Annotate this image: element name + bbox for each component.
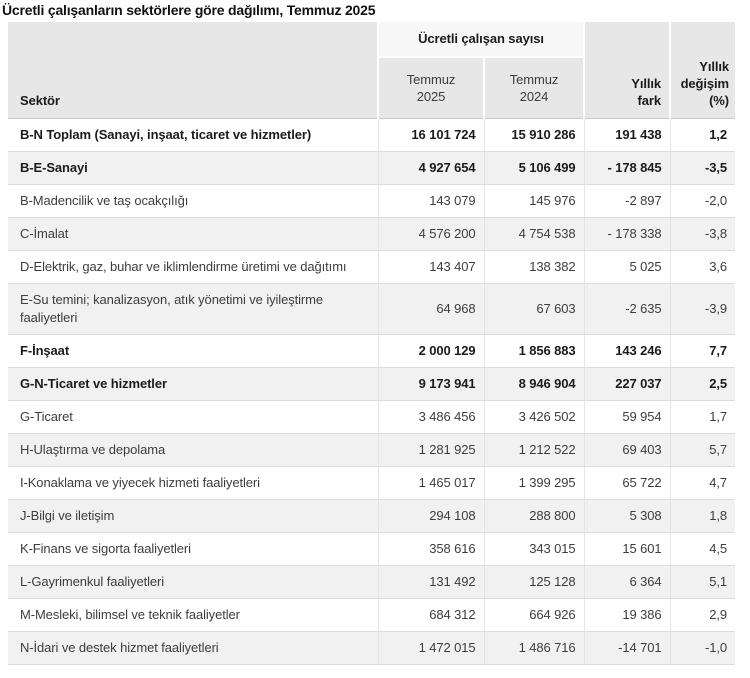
sector-name-cell: L-Gayrimenkul faaliyetleri: [8, 566, 378, 599]
value-temmuz-2025-cell: 4 927 654: [378, 152, 484, 185]
table-row: [8, 284, 735, 335]
value-yillik-degisim-cell: 1,2: [670, 119, 735, 152]
sector-name-cell: G-N-Ticaret ve hizmetler: [8, 368, 378, 401]
value-yillik-degisim-cell: -1,0: [670, 632, 735, 665]
value-temmuz-2025-cell: 1 465 017: [378, 467, 484, 500]
value-yillik-fark-cell: 15 601: [584, 533, 670, 566]
value-temmuz-2025-cell: 2 000 129: [378, 335, 484, 368]
value-yillik-degisim-cell: 3,6: [670, 251, 735, 284]
value-yillik-degisim-cell: 2,9: [670, 599, 735, 632]
value-yillik-fark-cell: 5 025: [584, 251, 670, 284]
value-temmuz-2024-cell: 15 910 286: [484, 119, 584, 152]
value-yillik-degisim-cell: -3,9: [670, 284, 735, 335]
value-yillik-degisim-cell: 1,8: [670, 500, 735, 533]
value-yillik-fark-cell: -2 897: [584, 185, 670, 218]
value-temmuz-2025-cell: 143 079: [378, 185, 484, 218]
sector-name-cell: B-E-Sanayi: [8, 152, 378, 185]
value-temmuz-2025-cell: 64 968: [378, 284, 484, 335]
value-temmuz-2025-cell: 16 101 724: [378, 119, 484, 152]
value-temmuz-2024-cell: 145 976: [484, 185, 584, 218]
value-temmuz-2025-cell: 294 108: [378, 500, 484, 533]
value-temmuz-2024-cell: 5 106 499: [484, 152, 584, 185]
value-temmuz-2024-cell: 67 603: [484, 284, 584, 335]
table-row: [8, 434, 735, 467]
value-temmuz-2025-cell: 358 616: [378, 533, 484, 566]
value-temmuz-2025-cell: 9 173 941: [378, 368, 484, 401]
value-temmuz-2024-cell: 8 946 904: [484, 368, 584, 401]
value-yillik-degisim-cell: 4,5: [670, 533, 735, 566]
table-header: [8, 22, 735, 119]
value-temmuz-2025-cell: 1 472 015: [378, 632, 484, 665]
sector-name-cell: J-Bilgi ve iletişim: [8, 500, 378, 533]
sector-name-cell: D-Elektrik, gaz, buhar ve iklimlendirme üretimi ve dağıtımı: [8, 251, 378, 284]
value-temmuz-2024-cell: 125 128: [484, 566, 584, 599]
value-temmuz-2024-cell: 343 015: [484, 533, 584, 566]
col-header-ucretli-calisan-sayisi: Ücretli çalışan sayısı: [378, 22, 584, 57]
table-row: [8, 599, 735, 632]
sector-name-cell: B-Madencilik ve taş ocakçılığı: [8, 185, 378, 218]
sector-name-cell: I-Konaklama ve yiyecek hizmeti faaliyetleri: [8, 467, 378, 500]
value-temmuz-2024-cell: 288 800: [484, 500, 584, 533]
col-header-sektor: Sektör: [8, 22, 378, 119]
sector-name-cell: F-İnşaat: [8, 335, 378, 368]
col-header-yillik-degisim: Yıllık değişim (%): [670, 22, 735, 119]
table-row: [8, 467, 735, 500]
value-yillik-fark-cell: 191 438: [584, 119, 670, 152]
value-yillik-degisim-cell: -3,8: [670, 218, 735, 251]
value-temmuz-2024-cell: 664 926: [484, 599, 584, 632]
value-temmuz-2025-cell: 684 312: [378, 599, 484, 632]
table-row: [8, 500, 735, 533]
sector-name-cell: E-Su temini; kanalizasyon, atık yönetimi ve iyileştirme faaliyetleri: [8, 284, 378, 335]
value-yillik-degisim-cell: 2,5: [670, 368, 735, 401]
page-title: Ücretli çalışanların sektörlere göre dağılımı, Temmuz 2025: [2, 2, 376, 18]
value-temmuz-2024-cell: 4 754 538: [484, 218, 584, 251]
value-yillik-fark-cell: -2 635: [584, 284, 670, 335]
sector-employment-table: [8, 22, 735, 665]
value-yillik-degisim-cell: -3,5: [670, 152, 735, 185]
table-row: [8, 218, 735, 251]
value-yillik-fark-cell: 143 246: [584, 335, 670, 368]
value-yillik-fark-cell: 69 403: [584, 434, 670, 467]
table-row: [8, 335, 735, 368]
table-row: [8, 251, 735, 284]
value-yillik-fark-cell: 6 364: [584, 566, 670, 599]
table-row: [8, 119, 735, 152]
page: [0, 2, 750, 665]
col-header-temmuz-2024: Temmuz 2024: [484, 57, 584, 119]
value-yillik-fark-cell: 227 037: [584, 368, 670, 401]
table-body: [8, 119, 735, 665]
table-row: [8, 533, 735, 566]
table-row: [8, 566, 735, 599]
value-temmuz-2024-cell: 1 486 716: [484, 632, 584, 665]
sector-name-cell: K-Finans ve sigorta faaliyetleri: [8, 533, 378, 566]
sector-name-cell: M-Mesleki, bilimsel ve teknik faaliyetler: [8, 599, 378, 632]
value-yillik-fark-cell: - 178 845: [584, 152, 670, 185]
value-temmuz-2025-cell: 4 576 200: [378, 218, 484, 251]
value-temmuz-2025-cell: 131 492: [378, 566, 484, 599]
value-yillik-degisim-cell: 5,1: [670, 566, 735, 599]
value-temmuz-2024-cell: 3 426 502: [484, 401, 584, 434]
value-yillik-fark-cell: 5 308: [584, 500, 670, 533]
value-temmuz-2024-cell: 1 399 295: [484, 467, 584, 500]
value-temmuz-2025-cell: 143 407: [378, 251, 484, 284]
value-yillik-fark-cell: 59 954: [584, 401, 670, 434]
table-row: [8, 368, 735, 401]
value-yillik-fark-cell: 19 386: [584, 599, 670, 632]
value-yillik-degisim-cell: 7,7: [670, 335, 735, 368]
value-temmuz-2024-cell: 138 382: [484, 251, 584, 284]
sector-name-cell: G-Ticaret: [8, 401, 378, 434]
value-temmuz-2025-cell: 1 281 925: [378, 434, 484, 467]
col-header-temmuz-2025: Temmuz 2025: [378, 57, 484, 119]
value-temmuz-2025-cell: 3 486 456: [378, 401, 484, 434]
sector-name-cell: C-İmalat: [8, 218, 378, 251]
sector-name-cell: H-Ulaştırma ve depolama: [8, 434, 378, 467]
table-row: [8, 401, 735, 434]
col-header-yillik-fark: Yıllık fark: [584, 22, 670, 119]
value-yillik-fark-cell: 65 722: [584, 467, 670, 500]
value-temmuz-2024-cell: 1 212 522: [484, 434, 584, 467]
value-yillik-fark-cell: -14 701: [584, 632, 670, 665]
table-row: [8, 185, 735, 218]
value-temmuz-2024-cell: 1 856 883: [484, 335, 584, 368]
table-row: [8, 152, 735, 185]
value-yillik-degisim-cell: -2,0: [670, 185, 735, 218]
table-row: [8, 632, 735, 665]
value-yillik-degisim-cell: 5,7: [670, 434, 735, 467]
value-yillik-degisim-cell: 4,7: [670, 467, 735, 500]
value-yillik-fark-cell: - 178 338: [584, 218, 670, 251]
value-yillik-degisim-cell: 1,7: [670, 401, 735, 434]
sector-name-cell: N-İdari ve destek hizmet faaliyetleri: [8, 632, 378, 665]
sector-name-cell: B-N Toplam (Sanayi, inşaat, ticaret ve hizmetler): [8, 119, 378, 152]
